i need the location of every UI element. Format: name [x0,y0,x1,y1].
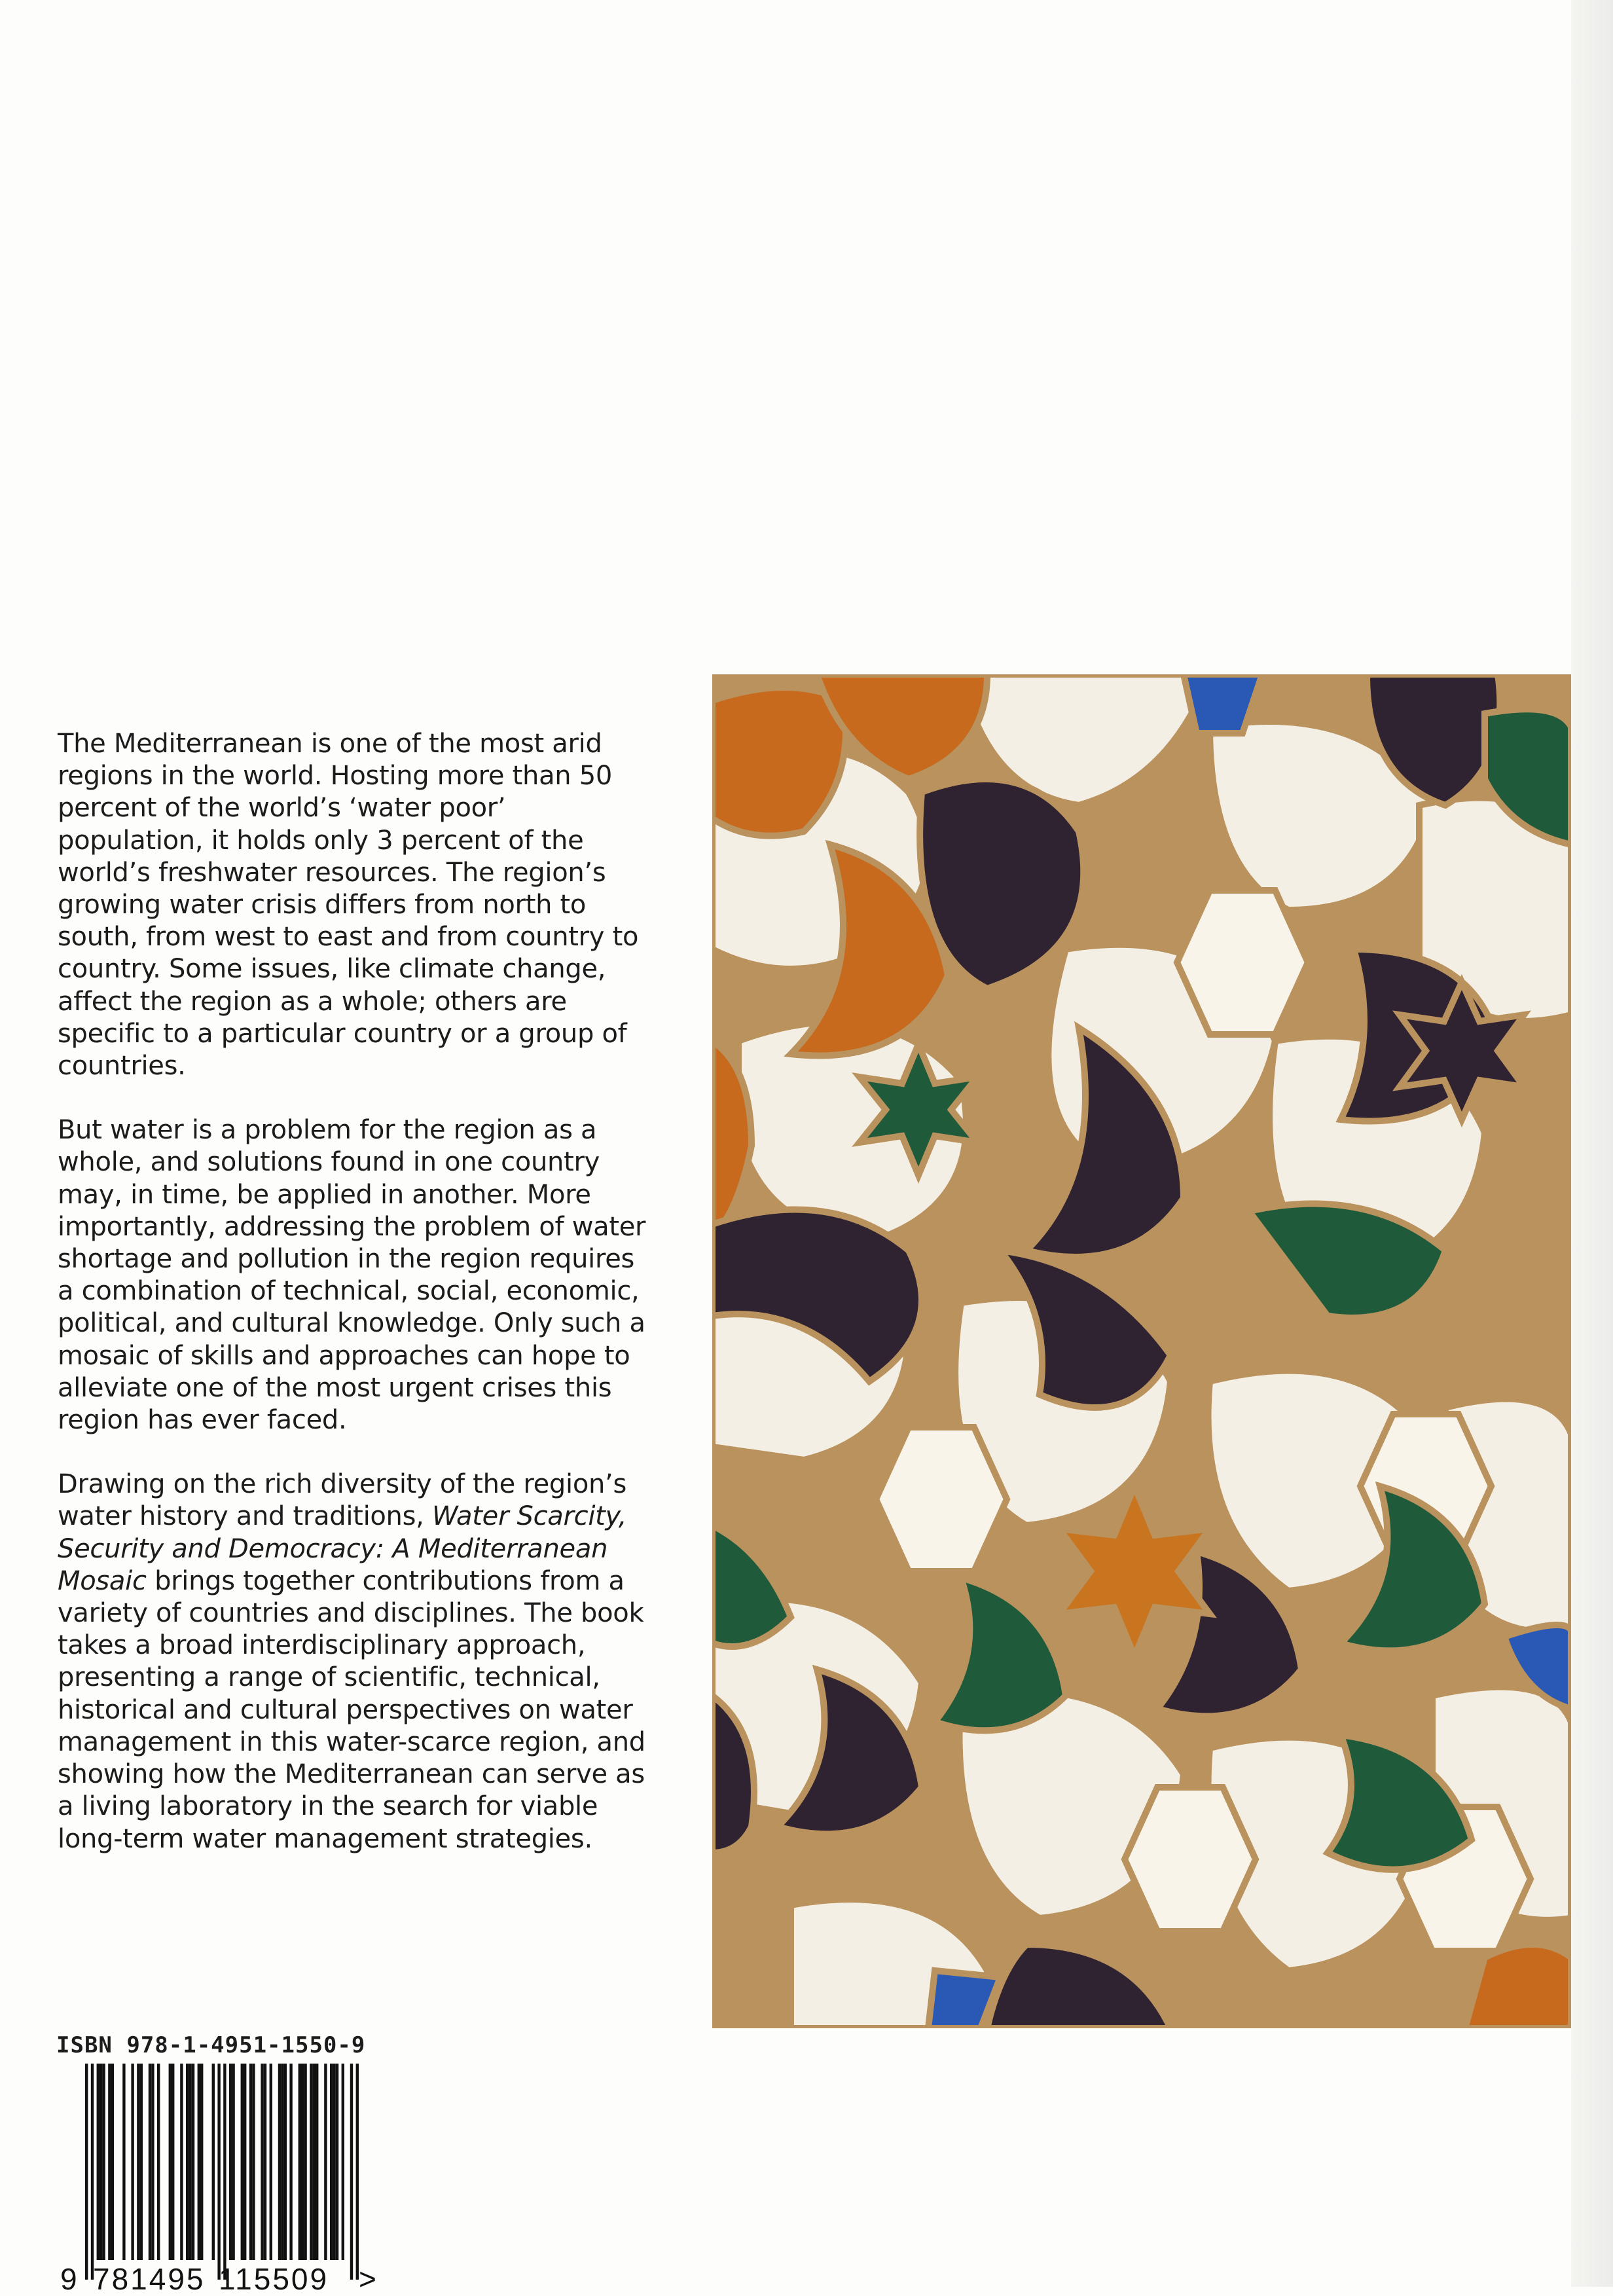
barcode-bar [137,2064,139,2260]
barcode-bar [244,2064,246,2260]
barcode-bar [336,2064,338,2260]
barcode-bar [249,2064,252,2260]
barcode-bar [108,2064,111,2260]
barcode-bar [356,2064,359,2280]
barcode-bar [284,2064,287,2260]
barcode-bar [169,2064,172,2260]
barcode-bar [192,2064,194,2260]
barcode-bar [140,2064,143,2260]
barcode-bar [149,2064,151,2260]
barcode-bar [304,2064,306,2260]
isbn-barcode-block [56,2032,423,2294]
barcode-bar [330,2064,333,2260]
barcode-quiet-mark: > [359,2262,376,2296]
mosaic-tile-image [712,674,1571,2028]
barcode [56,2064,384,2294]
barcode-bar [91,2064,94,2280]
barcode-bar [85,2064,88,2280]
barcode-bar [299,2064,301,2260]
barcode-bar [102,2064,105,2260]
barcode-right-digits: 115509 [219,2262,329,2296]
barcode-bar [111,2064,114,2260]
blurb-paragraph-3 [58,1468,653,1855]
barcode-bars [56,2064,384,2294]
barcode-lead-digit: 9 [60,2262,77,2296]
barcode-bar [310,2064,312,2260]
barcode-bar [189,2064,191,2260]
barcode-bar [264,2064,266,2260]
back-cover-blurb [58,728,653,1887]
barcode-bar [186,2064,189,2260]
blurb-p3-rest: brings together contributions from a variety of countries and disciplines. The book takes a broad interdisciplinary approach, presenting a range of scientific, technical, historical and cultural perspectives on water management in this water-scarce region, and showing how the Mediterranean can serve as a living laboratory in the search for viable long-term water management strategies. [58,1565,645,1854]
barcode-bar [270,2064,272,2260]
barcode-bar [316,2064,318,2260]
barcode-bar [157,2064,160,2260]
isbn-label: ISBN 978-1-4951-1550-9 [56,2032,366,2058]
barcode-bar [301,2064,304,2260]
barcode-bar [281,2064,283,2260]
barcode-bar [198,2064,200,2260]
barcode-bar [342,2064,344,2260]
barcode-bar [252,2064,255,2260]
barcode-bar [278,2064,281,2260]
barcode-bar [324,2064,327,2260]
blurb-paragraph-2: But water is a problem for the region as a whole, and solutions found in one country may, in time, be applied in another. More importantly, addressing the problem of water shortage and pollution in the region requires a combination of technical, social, economic, political, and cultural knowledge. Only such a mosaic of skills and approaches can hope to alleviate one of the most urgent crises this region has ever faced. [58,1115,646,1436]
barcode-bar [100,2064,102,2260]
barcode-bar [261,2064,263,2260]
barcode-bar [97,2064,100,2260]
blurb-p3-lead: Drawing on the rich diversity of the region’s water history and traditions, [58,1469,627,1532]
spine-edge [1571,0,1613,2287]
barcode-bar [313,2064,316,2260]
barcode-bar [122,2064,125,2260]
barcode-left-digits: 781495 [93,2262,206,2296]
barcode-bar [217,2064,220,2280]
barcode-bar [350,2064,353,2280]
barcode-bar [229,2064,232,2260]
barcode-bar [200,2064,203,2260]
barcode-bar [241,2064,244,2260]
barcode-bar [333,2064,335,2260]
barcode-bar [289,2064,292,2260]
book-title-italic: Water Scarcity, Security and Democracy: A Mediterranean Mosaic [58,1501,627,1596]
barcode-bar [131,2064,134,2260]
barcode-bar [180,2064,183,2260]
barcode-bar [212,2064,215,2260]
barcode-bar [223,2064,226,2280]
barcode-bar [172,2064,174,2260]
barcode-bar [151,2064,154,2260]
blurb-paragraph-1: The Mediterranean is one of the most arid regions in the world. Hosting more than 50 percent of the world’s ‘water poor’ population, it holds only 3 percent of the world’s freshwater resources. The region’s growing water crisis differs from north to south, from west to east and from country to country. Some issues, like climate change, affect the region as a whole; others are specific to a particular country or a group of countries. [58,729,639,1082]
barcode-bar [232,2064,234,2260]
